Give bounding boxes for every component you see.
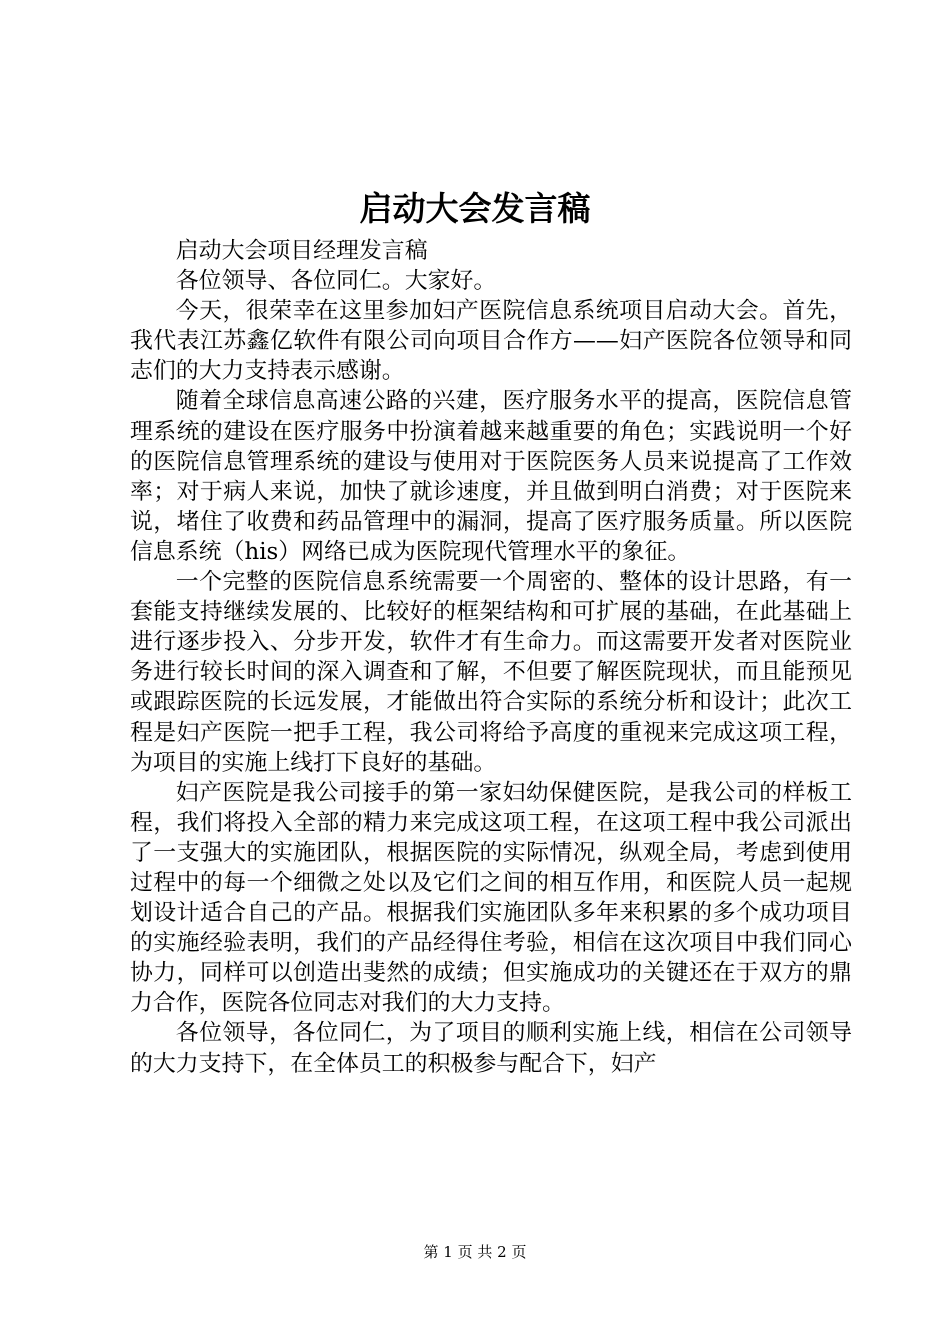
subtitle-paragraph: 启动大会项目经理发言稿 bbox=[175, 238, 428, 264]
page-number-footer: 第 1 页 共 2 页 bbox=[423, 1243, 527, 1261]
body-paragraph: 今天，很荣幸在这里参加妇产医院信息系统项目启动大会。首先，我代表江苏鑫亿软件有限公司向项目合作方——妇产医院各位领导和同志们的大力支持表示感谢。 bbox=[130, 298, 852, 385]
body-paragraph: 一个完整的医院信息系统需要一个周密的、整体的设计思路，有一套能支持继续发展的、比较好的框架结构和可扩展的基础，在此基础上进行逐步投入、分步开发，软件才有生命力。而这需要开发者对医院业务进行较长时间的深入调查和了解，不但要了解医院现状，而且能预见或跟踪医院的长远发展，才能做出符合实际的系统分析和设计；此次工程是妇产医院一把手工程，我公司将给予高度的重视来完成这项工程，为项目的实施上线打下良好的基础。 bbox=[130, 569, 852, 776]
greeting-paragraph: 各位领导、各位同仁。大家好。 bbox=[175, 268, 497, 295]
body-paragraph: 各位领导，各位同仁，为了项目的顺利实施上线，相信在公司领导的大力支持下，在全体员工的积极参与配合下，妇产 bbox=[130, 1020, 852, 1077]
document-body bbox=[130, 236, 852, 1079]
body-paragraph: 妇产医院是我公司接手的第一家妇幼保健医院，是我公司的样板工程，我们将投入全部的精力来完成这项工程，在这项工程中我公司派出了一支强大的实施团队，根据医院的实际情况，纵观全局，考虑到使用过程中的每一个细微之处以及它们之间的相互作用，和医院人员一起规划设计适合自己的产品。根据我们实施团队多年来积累的多个成功项目的实施经验表明，我们的产品经得住考验，相信在这次项目中我们同心协力，同样可以创造出斐然的成绩；但实施成功的关键还在于双方的鼎力合作，医院各位同志对我们的大力支持。 bbox=[130, 779, 852, 1017]
document-title: 启动大会发言稿 bbox=[359, 189, 591, 228]
body-paragraph: 随着全球信息高速公路的兴建，医疗服务水平的提高，医院信息管理系统的建设在医疗服务中扮演着越来越重要的角色；实践说明一个好的医院信息管理系统的建设与使用对于医院医务人员来说提高了工作效率；对于病人来说，加快了就诊速度，并且做到明白消费；对于医院来说，堵住了收费和药品管理中的漏洞，提高了医疗服务质量。所以医院信息系统（his）网络已成为医院现代管理水平的象征。 bbox=[130, 388, 852, 565]
